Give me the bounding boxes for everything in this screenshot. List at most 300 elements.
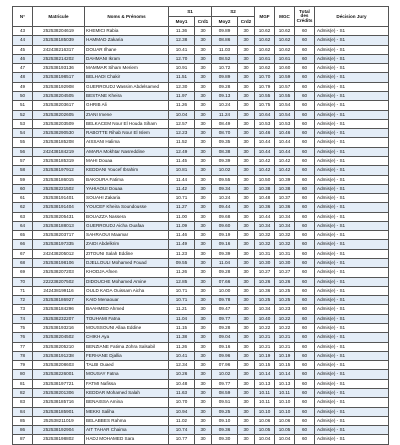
mgc-cell: 10.55: [275, 91, 295, 100]
mgf-cell: 10.42: [255, 156, 275, 165]
moy1-cell: 10.26: [169, 370, 195, 379]
crd1-cell: 30: [195, 342, 212, 351]
crd1-cell: 30: [195, 73, 212, 82]
moy2-cell: 11.24: [212, 110, 238, 119]
moy2-cell: 09.77: [212, 314, 238, 323]
matricule-cell: 252538191238: [33, 351, 85, 360]
total-credits-cell: 60: [295, 82, 315, 91]
row-number: 81: [13, 379, 33, 388]
decision-cell: Admis(e) - S1: [315, 64, 389, 73]
row-number: 79: [13, 361, 33, 370]
moy2-cell: 11.04: [212, 259, 238, 268]
total-credits-cell: 60: [295, 296, 315, 305]
mgf-cell: 10.10: [255, 407, 275, 416]
total-credits-cell: 60: [295, 166, 315, 175]
moy1-cell: 10.71: [169, 296, 195, 305]
table-row: [13, 221, 389, 230]
crd1-cell: 30: [195, 249, 212, 258]
row-number: 72: [13, 296, 33, 305]
matricule-cell: 242438216317: [33, 45, 85, 54]
matricule-cell: 252538184296: [33, 305, 85, 314]
mgf-cell: 10.44: [255, 147, 275, 156]
moy1-cell: 11.38: [169, 333, 195, 342]
moy2-cell: 10.24: [212, 101, 238, 110]
table-row: [13, 54, 389, 63]
moy1-cell: 11.00: [169, 212, 195, 221]
total-credits-cell: 60: [295, 101, 315, 110]
decision-cell: Admis(e) - S1: [315, 91, 389, 100]
moy1-cell: 11.97: [169, 91, 195, 100]
table-row: [13, 407, 389, 416]
total-credits-cell: 60: [295, 435, 315, 444]
matricule-cell: 252538232207: [33, 314, 85, 323]
mgf-cell: 10.36: [255, 203, 275, 212]
moy1-cell: 09.55: [169, 259, 195, 268]
decision-cell: Admis(e) - S1: [315, 36, 389, 45]
matricule-cell: 252538205431: [33, 212, 85, 221]
crd1-cell: 30: [195, 45, 212, 54]
moy1-cell: 11.42: [169, 184, 195, 193]
total-credits-cell: 60: [295, 64, 315, 73]
mgc-cell: 10.53: [275, 119, 295, 128]
row-number: 83: [13, 398, 33, 407]
decision-cell: Admis(e) - S1: [315, 73, 389, 82]
table-row: [13, 259, 389, 268]
student-name-cell: AMARA Mokhtar Nasreddine: [85, 147, 169, 156]
matricule-cell: 252538290530: [33, 129, 85, 138]
row-number: 56: [13, 147, 33, 156]
crd2-cell: 30: [238, 110, 255, 119]
matricule-cell: 252538185208: [33, 138, 85, 147]
decision-cell: Admis(e) - S1: [315, 231, 389, 240]
student-name-cell: DIDOUCHE Mohamed Amine: [85, 277, 169, 286]
student-name-cell: AISSANI Halima: [85, 138, 169, 147]
row-number: 73: [13, 305, 33, 314]
moy2-cell: 09.28: [212, 82, 238, 91]
semester1-header: S1: [169, 7, 212, 17]
moy2-cell: 09.28: [212, 324, 238, 333]
row-number: 67: [13, 249, 33, 258]
mgc-cell: 10.10: [275, 398, 295, 407]
row-number: 51: [13, 101, 33, 110]
moy1-cell: 12.85: [169, 277, 195, 286]
student-name-cell: BAAHMED Ahmed: [85, 305, 169, 314]
row-number: 68: [13, 259, 33, 268]
crd2-cell: 30: [238, 36, 255, 45]
table-row: [13, 36, 389, 45]
row-number: 61: [13, 194, 33, 203]
mgf-cell: 10.21: [255, 342, 275, 351]
crd1-cell: 30: [195, 314, 212, 323]
student-name-cell: KHEMICI Rabia: [85, 27, 169, 36]
moy2-cell: 09.60: [212, 221, 238, 230]
moy1-cell: 11.27: [169, 203, 195, 212]
total-credits-cell: 60: [295, 45, 315, 54]
moy2-cell: 09.16: [212, 240, 238, 249]
crd1-cell: 30: [195, 259, 212, 268]
crd1-cell: 30: [195, 361, 212, 370]
moy2-cell: 09.30: [212, 435, 238, 444]
student-name-cell: GHRIB Ali: [85, 101, 169, 110]
moy1-cell: 12.49: [169, 147, 195, 156]
mgf-cell: 10.32: [255, 240, 275, 249]
crd2-cell: 30: [238, 91, 255, 100]
crd2-cell: 30: [238, 203, 255, 212]
row-number: 64: [13, 221, 33, 230]
mgf-cell: 10.34: [255, 221, 275, 230]
moy1-cell: 10.94: [169, 407, 195, 416]
crd1-cell: 30: [195, 119, 212, 128]
moy1-cell: 12.57: [169, 119, 195, 128]
row-number: 45: [13, 45, 33, 54]
moy1-cell: 11.26: [169, 342, 195, 351]
matricule-cell: 252538208603: [33, 361, 85, 370]
crd2-cell: 30: [238, 27, 255, 36]
student-name-cell: DOUAR Ilhane: [85, 45, 169, 54]
total-credits-cell: 60: [295, 324, 315, 333]
crd1-cell: 30: [195, 407, 212, 416]
decision-cell: Admis(e) - S1: [315, 249, 389, 258]
crd1-cell: 30: [195, 398, 212, 407]
matricule-cell: 252538198802: [33, 435, 85, 444]
col-mgc-header: MGC: [275, 7, 295, 27]
crd1-cell: 30: [195, 333, 212, 342]
crd2-cell: 30: [238, 277, 255, 286]
matricule-cell: 242438184219: [33, 147, 85, 156]
decision-cell: Admis(e) - S1: [315, 361, 389, 370]
crd2-cell: 30: [238, 156, 255, 165]
crd2-cell: 30: [238, 388, 255, 397]
crd1-cell: 30: [195, 36, 212, 45]
table-row: [13, 379, 389, 388]
mgc-cell: 10.54: [275, 101, 295, 110]
mgf-cell: 10.11: [255, 398, 275, 407]
mgc-cell: 10.11: [275, 388, 295, 397]
mgc-cell: 10.42: [275, 166, 295, 175]
moy1-cell: 11.49: [169, 240, 195, 249]
semester2-header: S2: [212, 7, 255, 17]
decision-cell: Admis(e) - S1: [315, 388, 389, 397]
row-number: 63: [13, 212, 33, 221]
matricule-cell: 252538197721: [33, 379, 85, 388]
matricule-cell: 252538204619: [33, 27, 85, 36]
total-credits-cell: 60: [295, 231, 315, 240]
mgc-cell: 10.62: [275, 27, 295, 36]
row-number: 80: [13, 370, 33, 379]
crd2-cell: 30: [238, 166, 255, 175]
total-credits-cell: 60: [295, 249, 315, 258]
crd2-cell: 30: [238, 379, 255, 388]
moy1-cell: 11.02: [169, 416, 195, 425]
mgf-cell: 10.30: [255, 259, 275, 268]
moy1-cell: 12.30: [169, 82, 195, 91]
row-number: 43: [13, 27, 33, 36]
student-name-cell: BELKACEM Nour El Houda Siham: [85, 119, 169, 128]
mgc-cell: 10.44: [275, 138, 295, 147]
matricule-cell: 222238207502: [33, 277, 85, 286]
mgc-cell: 10.60: [275, 64, 295, 73]
crd2-cell: 30: [238, 101, 255, 110]
mgc-cell: 10.59: [275, 73, 295, 82]
student-name-cell: HAMMAD Zakaria: [85, 36, 169, 45]
matricule-cell: 252538204505: [33, 91, 85, 100]
crd2-cell: 30: [238, 361, 255, 370]
col-matricule-header: Matricule: [33, 7, 85, 27]
crd1-cell: 30: [195, 54, 212, 63]
mgc-cell: 10.36: [275, 203, 295, 212]
table-row: [13, 82, 389, 91]
crd1-cell: 30: [195, 64, 212, 73]
mgf-cell: 10.05: [255, 426, 275, 435]
total-credits-cell: 60: [295, 73, 315, 82]
matricule-cell: 252538192908: [33, 82, 85, 91]
table-row: [13, 129, 389, 138]
matricule-cell: 242438199116: [33, 286, 85, 295]
mgf-cell: 10.48: [255, 194, 275, 203]
mgc-cell: 10.26: [275, 277, 295, 286]
student-name-cell: MAHI Douaa: [85, 156, 169, 165]
total-credits-cell: 60: [295, 305, 315, 314]
moy2-cell: 09.89: [212, 27, 238, 36]
moy1-cell: 11.09: [169, 221, 195, 230]
moy2-cell: 10.72: [212, 64, 238, 73]
student-name-cell: OULD KADA Ouissam Aicha: [85, 286, 169, 295]
student-name-cell: HADJ MOHAMED Sara: [85, 435, 169, 444]
matricule-cell: 252538193216: [33, 324, 85, 333]
row-number: 44: [13, 36, 33, 45]
mgf-cell: 10.44: [255, 212, 275, 221]
mgf-cell: 10.06: [255, 416, 275, 425]
decision-cell: Admis(e) - S1: [315, 398, 389, 407]
crd1-cell: 30: [195, 184, 212, 193]
table-row: [13, 370, 389, 379]
decision-cell: Admis(e) - S1: [315, 296, 389, 305]
results-sheet: [12, 6, 388, 445]
table-row: [13, 45, 389, 54]
moy1-cell: 11.04: [169, 314, 195, 323]
moy1-cell: 11.44: [169, 175, 195, 184]
mgf-cell: 10.32: [255, 231, 275, 240]
student-name-cell: BENZIANE Fatima Zohra Salsabil: [85, 342, 169, 351]
decision-cell: Admis(e) - S1: [315, 82, 389, 91]
student-name-cell: KAID Menaouar: [85, 296, 169, 305]
matricule-cell: 252538186927: [33, 296, 85, 305]
decision-cell: Admis(e) - S1: [315, 184, 389, 193]
matricule-cell: 252538198106: [33, 259, 85, 268]
decision-cell: Admis(e) - S1: [315, 110, 389, 119]
row-number: 78: [13, 351, 33, 360]
mgf-cell: 10.46: [255, 129, 275, 138]
crd1-cell: 30: [195, 138, 212, 147]
col-moy1-header: Moy1: [169, 17, 195, 27]
mgc-cell: 10.62: [275, 36, 295, 45]
student-name-cell: YOUCEF Kheira Soundousse: [85, 203, 169, 212]
moy2-cell: 09.39: [212, 156, 238, 165]
total-credits-cell: 60: [295, 333, 315, 342]
row-number: 87: [13, 435, 33, 444]
mgf-cell: 10.42: [255, 166, 275, 175]
table-row: [13, 314, 389, 323]
crd2-cell: 30: [238, 54, 255, 63]
crd1-cell: 30: [195, 147, 212, 156]
student-name-cell: AIT TAHAR Chaima: [85, 426, 169, 435]
total-credits-cell: 60: [295, 370, 315, 379]
mgc-cell: 10.25: [275, 286, 295, 295]
moy2-cell: 09.39: [212, 249, 238, 258]
moy2-cell: 09.28: [212, 268, 238, 277]
decision-cell: Admis(e) - S1: [315, 156, 389, 165]
moy1-cell: 11.26: [169, 101, 195, 110]
moy1-cell: 10.70: [169, 398, 195, 407]
table-row: [13, 305, 389, 314]
total-credits-cell: 60: [295, 351, 315, 360]
matricule-cell: 252538203617: [33, 101, 85, 110]
mgf-cell: 10.36: [255, 286, 275, 295]
total-credits-cell: 60: [295, 129, 315, 138]
crd2-cell: 30: [238, 398, 255, 407]
total-credits-cell: 60: [295, 221, 315, 230]
crd2-cell: 30: [238, 73, 255, 82]
student-name-cell: DAHMANI Ikram: [85, 54, 169, 63]
crd1-cell: 30: [195, 435, 212, 444]
crd2-cell: 30: [238, 296, 255, 305]
crd1-cell: 30: [195, 324, 212, 333]
student-name-cell: BOUAZZA Nassera: [85, 212, 169, 221]
decision-cell: Admis(e) - S1: [315, 27, 389, 36]
table-row: [13, 203, 389, 212]
crd1-cell: 30: [195, 166, 212, 175]
table-row: [13, 426, 389, 435]
mgf-cell: 10.62: [255, 36, 275, 45]
total-credits-cell: 60: [295, 203, 315, 212]
crd1-cell: 30: [195, 426, 212, 435]
row-number: 53: [13, 119, 33, 128]
moy1-cell: 12.23: [169, 129, 195, 138]
crd2-cell: 30: [238, 138, 255, 147]
matricule-cell: 252538204502: [33, 333, 85, 342]
table-row: [13, 91, 389, 100]
crd2-cell: 30: [238, 212, 255, 221]
moy2-cell: 10.02: [212, 166, 238, 175]
crd1-cell: 30: [195, 110, 212, 119]
mgc-cell: 10.37: [275, 194, 295, 203]
moy2-cell: 09.78: [212, 296, 238, 305]
row-number: 62: [13, 203, 33, 212]
total-credits-cell: 60: [295, 268, 315, 277]
crd1-cell: 30: [195, 212, 212, 221]
student-name-cell: BESTANE Kheira: [85, 91, 169, 100]
student-name-cell: SOUAHI Zakaria: [85, 194, 169, 203]
decision-cell: Admis(e) - S1: [315, 342, 389, 351]
row-number: 76: [13, 333, 33, 342]
mgc-cell: 10.57: [275, 82, 295, 91]
total-credits-cell: 60: [295, 54, 315, 63]
mgf-cell: 10.62: [255, 27, 275, 36]
table-row: [13, 351, 389, 360]
moy2-cell: 09.04: [212, 333, 238, 342]
crd2-cell: 30: [238, 333, 255, 342]
moy1-cell: 11.46: [169, 231, 195, 240]
table-body: [13, 27, 389, 445]
moy1-cell: 11.51: [169, 73, 195, 82]
matricule-cell: 252538214202: [33, 54, 85, 63]
mgc-cell: 10.10: [275, 407, 295, 416]
moy2-cell: 09.16: [212, 342, 238, 351]
mgf-cell: 10.70: [255, 73, 275, 82]
table-row: [13, 268, 389, 277]
table-row: [13, 212, 389, 221]
total-credits-cell: 60: [295, 398, 315, 407]
student-name-cell: BENAISSA Amina: [85, 398, 169, 407]
decision-cell: Admis(e) - S1: [315, 268, 389, 277]
total-credits-cell: 60: [295, 147, 315, 156]
decision-cell: Admis(e) - S1: [315, 333, 389, 342]
mgc-cell: 10.32: [275, 231, 295, 240]
crd1-cell: 30: [195, 388, 212, 397]
decision-cell: Admis(e) - S1: [315, 407, 389, 416]
crd2-cell: 30: [238, 119, 255, 128]
total-credits-cell: 60: [295, 194, 315, 203]
student-name-cell: BELHADI Chakir: [85, 73, 169, 82]
mgc-cell: 10.21: [275, 342, 295, 351]
matricule-cell: 252538185039: [33, 36, 85, 45]
matricule-cell: 252538221502: [33, 184, 85, 193]
crd1-cell: 30: [195, 268, 212, 277]
total-credits-cell: 60: [295, 36, 315, 45]
moy2-cell: 09.36: [212, 426, 238, 435]
moy1-cell: 11.36: [169, 27, 195, 36]
row-number: 71: [13, 286, 33, 295]
moy1-cell: 10.71: [169, 286, 195, 295]
moy1-cell: 10.04: [169, 110, 195, 119]
moy1-cell: 11.26: [169, 268, 195, 277]
col-crd1-header: Crd1: [195, 17, 212, 27]
total-credits-cell: 60: [295, 119, 315, 128]
crd1-cell: 30: [195, 156, 212, 165]
crd2-cell: 30: [238, 416, 255, 425]
decision-cell: Admis(e) - S1: [315, 45, 389, 54]
table-row: [13, 101, 389, 110]
matricule-cell: 252538203509: [33, 119, 85, 128]
decision-cell: Admis(e) - S1: [315, 221, 389, 230]
mgf-cell: 10.19: [255, 351, 275, 360]
mgf-cell: 10.15: [255, 361, 275, 370]
matricule-cell: 252538207203: [33, 268, 85, 277]
mgf-cell: 10.27: [255, 268, 275, 277]
matricule-cell: 252538185716: [33, 398, 85, 407]
moy1-cell: 10.81: [169, 166, 195, 175]
crd1-cell: 30: [195, 379, 212, 388]
mgc-cell: 10.44: [275, 147, 295, 156]
student-name-cell: FERHANE Djallia: [85, 351, 169, 360]
row-number: 54: [13, 129, 33, 138]
row-number: 69: [13, 268, 33, 277]
moy2-cell: 07.66: [212, 277, 238, 286]
mgf-cell: 10.13: [255, 379, 275, 388]
crd2-cell: 30: [238, 370, 255, 379]
total-credits-cell: 60: [295, 212, 315, 221]
mgf-cell: 10.75: [255, 101, 275, 110]
moy2-cell: 09.44: [212, 203, 238, 212]
decision-cell: Admis(e) - S1: [315, 194, 389, 203]
student-name-cell: MOUSSOUNI Allaa Eddine: [85, 324, 169, 333]
mgf-cell: 10.25: [255, 296, 275, 305]
mgc-cell: 10.61: [275, 54, 295, 63]
mgc-cell: 10.31: [275, 249, 295, 258]
crd2-cell: 30: [238, 175, 255, 184]
row-number: 58: [13, 166, 33, 175]
crd2-cell: 30: [238, 82, 255, 91]
